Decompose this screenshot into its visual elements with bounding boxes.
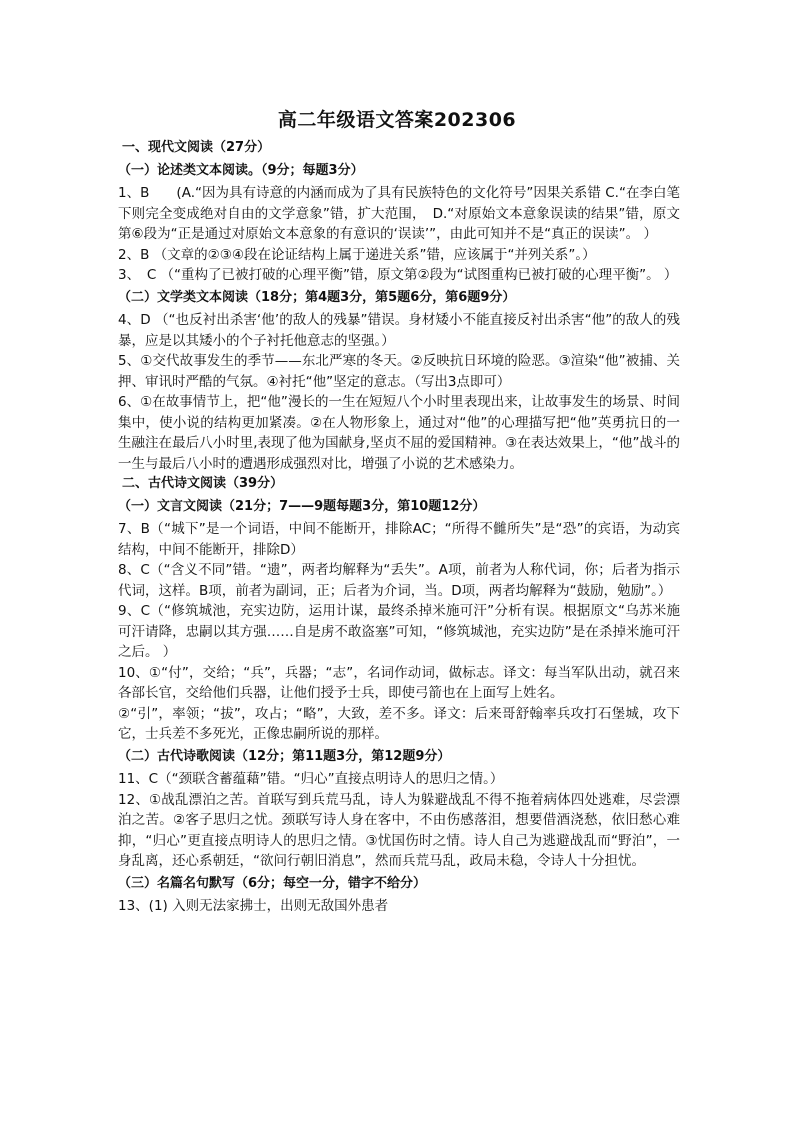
answer-content bbox=[118, 138, 680, 917]
subsection-heading: （一）文言文阅读（21分；7——9题每题3分，第10题12分） bbox=[118, 498, 486, 514]
answer-paragraph: 8、C（“含义不同”错。“遗”，两者均解释为“丢失”。A项，前者为人称代词，你；后者为指示代词，这样。B项，前者为副词，正；后者为介词，当。D项，两者均解释为“鼓励，勉励”。） bbox=[118, 562, 680, 599]
answer-paragraph: 3、 C （“重构了已被打破的心理平衡”错，原文第②段为“试图重构已被打破的心理平衡”。 ） bbox=[118, 267, 678, 283]
answer-paragraph: 10、①“付”，交给；“兵”，兵器；“志”，名词作动词，做标志。译文：每当军队出动，就召来各部长官，交给他们兵器，让他们授予士兵，即使弓箭也在上面写上姓名。 bbox=[118, 664, 680, 701]
answer-paragraph: 7、B（“城下”是一个词语，中间不能断开，排除AC；“所得不雠所失”是“恐”的宾语，为动宾结构，中间不能断开，排除D） bbox=[118, 521, 680, 558]
section-heading: 二、古代诗文阅读（39分） bbox=[122, 476, 284, 491]
answer-paragraph: 1、B (A.“因为具有诗意的内涵而成为了具有民族特色的文化符号”因果关系错 C.“在李白笔下则完全变成绝对自由的文学意象”错，扩大范围， D.“对原始文本意象误读的结果”错，原文第⑥段为“正是通过对原始文本意象的有意识的‘误读’”，由此可知并不是“真正的误读”。 ） bbox=[118, 185, 680, 242]
answer-paragraph: 2、B （文章的②③④段在论证结构上属于递进关系”错，应该属于“并列关系”。） bbox=[118, 246, 596, 263]
answer-paragraph: ②“引”，率领；“拔”，攻占；“略”，大致，差不多。译文：后来哥舒翰率兵攻打石堡城，攻下它，士兵差不多死光，正像忠嗣所说的那样。 bbox=[118, 705, 680, 742]
section-heading: 一、现代文阅读（27分） bbox=[122, 140, 271, 155]
answer-paragraph: 9、C（“修筑城池，充实边防，运用计谋，最终杀掉米施可汗”分析有误。根据原文“乌苏米施可汗请降，忠嗣以其方强……自是虏不敢盗塞”可知，“修筑城池，充实边防”是在杀掉米施可汗之后。 ） bbox=[118, 603, 680, 660]
answer-paragraph: 11、C（“颈联含蓄蕴藉”错。“归心”直接点明诗人的思归之情。） bbox=[118, 771, 504, 787]
answer-paragraph: 5、①交代故事发生的季节——东北严寒的冬天。②反映抗日环境的险恶。③渲染“他”被捕、关押、审讯时严酷的气氛。④衬托“他”坚定的意志。（写出3点即可） bbox=[118, 353, 680, 390]
answer-paragraph: 13、(1) 入则无法家拂士，出则无敌国外患者 bbox=[118, 898, 389, 914]
subsection-heading: （三）名篇名句默写（6分；每空一分，错字不给分） bbox=[118, 875, 427, 891]
page-title: 高二年级语文答案202306 bbox=[277, 109, 517, 131]
answer-paragraph: 6、①在故事情节上，把“他”漫长的一生在短短八个小时里表现出来，让故事发生的场景、时间集中，使小说的结构更加紧凑。②在人物形象上，通过对“他”的心理描写把“他”英勇抗日的一生融注在最后八小时里,表现了他为国献身,坚贞不屈的爱国精神。③在表达效果上，“他”战斗的一生与最后八小时的遭遇形成强烈对比，增强了小说的艺术感染力。 bbox=[118, 394, 680, 472]
answer-paragraph: 4、D （“也反衬出杀害‘他’的敌人的残暴”错误。身材矮小不能直接反衬出杀害“他”的敌人的残暴，应是以其矮小的个子衬托他意志的坚强。） bbox=[118, 312, 680, 349]
subsection-heading: （二）古代诗歌阅读（12分；第11题3分，第12题9分） bbox=[118, 748, 451, 764]
answer-paragraph: 12、①战乱漂泊之苦。首联写到兵荒马乱，诗人为躲避战乱不得不拖着病体四处逃难，尽尝漂泊之苦。②客子思归之忧。颈联写诗人身在客中，不由伤感落泪，想要借酒浇愁，依旧愁心难抑，“归心”更直接点明诗人的思归之情。③忧国伤时之情。诗人自己为逃避战乱而“野泊”，一身乱离，还心系朝廷，“欲问行朝旧消息”，然而兵荒马乱，政局未稳，令诗人十分担忧。 bbox=[118, 791, 680, 869]
subsection-heading: （二）文学类文本阅读（18分；第4题3分，第5题6分，第6题9分） bbox=[118, 289, 516, 305]
subsection-heading: （一）论述类文本阅读。（9分；每题3分） bbox=[118, 162, 364, 178]
